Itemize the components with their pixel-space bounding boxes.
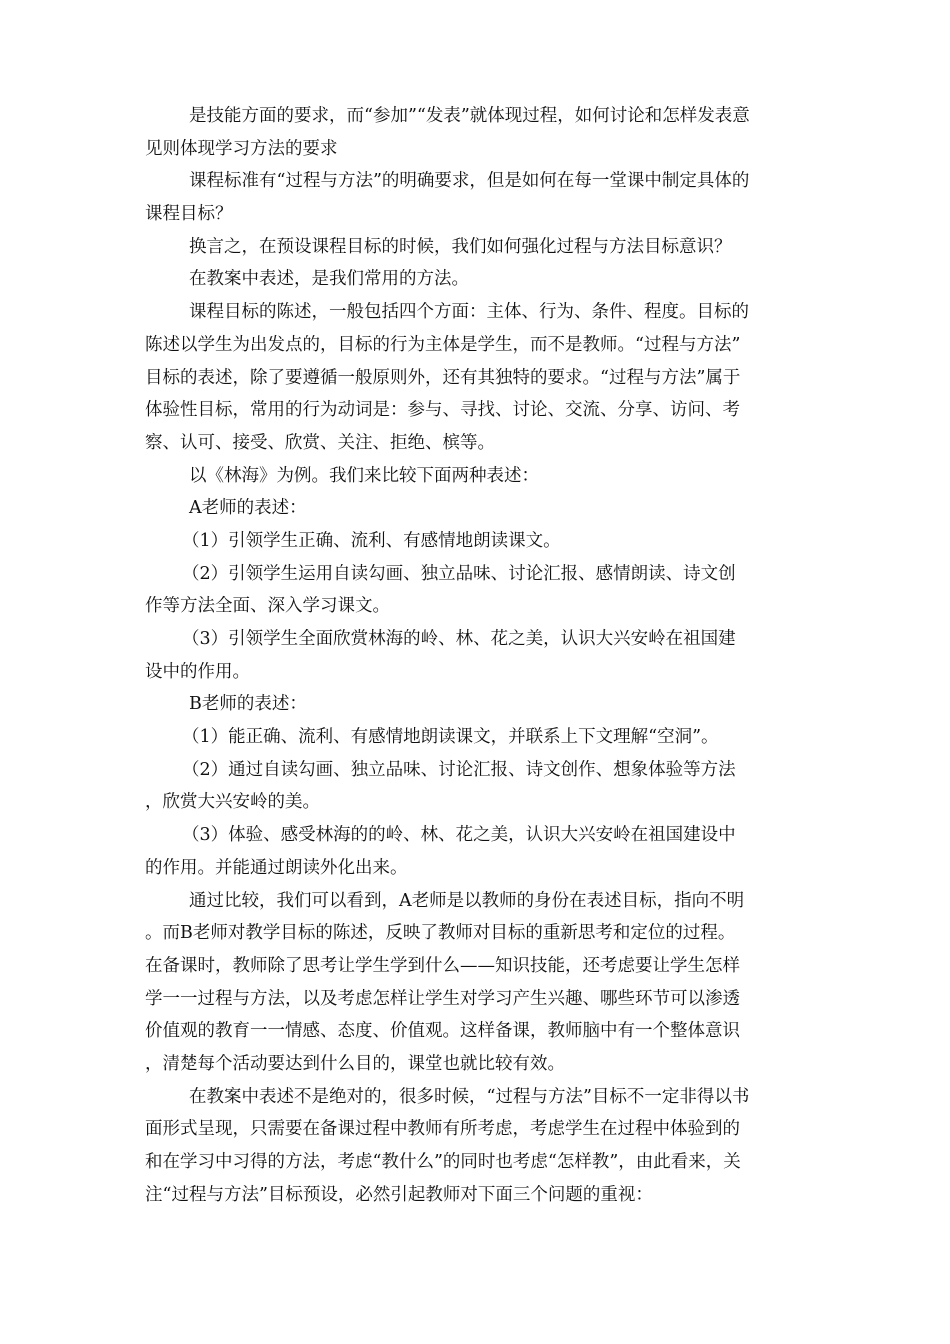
text-line: 课程目标？ [145,204,233,225]
text-line: 和在学习中习得的方法，考虑“教什么”的同时也考虑“怎样教”，由此看来，关 [145,1152,741,1172]
text-line: 学一一过程与方法，以及考虑怎样让学生对学习产生兴趣、哪些环节可以渗透 [145,988,740,1009]
text-line: （1）引领学生正确、流利、有感情地朗读课文。 [182,530,561,551]
text-line: A老师的表述： [189,498,307,519]
text-line: ，欣赏大兴安岭的美。 [145,792,320,813]
text-line: ，清楚每个活动要达到什么目的，课堂也就比较有效。 [145,1053,565,1074]
text-line: 换言之，在预设课程目标的时候，我们如何强化过程与方法目标意识？ [189,236,732,257]
text-line: 在备课时，教师除了思考让学生学到什么——知识技能，还考虑要让学生怎样 [145,955,740,976]
text-line: （2）通过自读勾画、独立品味、讨论汇报、诗文创作、想象体验等方法 [182,759,736,780]
text-line: 设中的作用。 [145,661,250,682]
text-line: （3）体验、感受林海的的岭、林、花之美，认识大兴安岭在祖国建设中 [182,825,736,846]
text-line: 作等方法全面、深入学习课文。 [145,596,390,617]
text-line: 体验性目标，常用的行为动词是：参与、寻找、讨论、交流、分享、访问、考 [145,400,740,421]
text-line: （1）能正确、流利、有感情地朗读课文，并联系上下文理解“空洞”。 [182,727,719,748]
text-line: 的作用。并能通过朗读外化出来。 [145,857,408,878]
text-line: 以《林海》为例。我们来比较下面两种表述： [189,465,539,486]
text-line: 面形式呈现，只需要在备课过程中教师有所考虑，考虑学生在过程中体验到的 [145,1119,740,1140]
text-line: 课程标准有“过程与方法”的明确要求，但是如何在每一堂课中制定具体的 [189,171,750,192]
text-line: 注“过程与方法”目标预设，必然引起教师对下面三个问题的重视： [145,1184,653,1205]
text-line: 是技能方面的要求，而“参加”“发表”就体现过程，如何讨论和怎样发表意 [189,106,750,126]
text-line: 陈述以学生为出发点的，目标的行为主体是学生，而不是教师。“过程与方法” [145,334,741,355]
text-line: 。而B老师对教学目标的陈述，反映了教师对目标的重新思考和定位的过程。 [145,923,736,944]
text-line: 通过比较，我们可以看到，A老师是以教师的身份在表述目标，指向不明 [189,890,745,911]
text-line: B老师的表述： [189,694,307,715]
text-line: （3）引领学生全面欣赏林海的岭、林、花之美，认识大兴安岭在祖国建 [182,629,736,649]
document-body [145,100,805,1211]
text-line: 见则体现学习方法的要求 [145,138,338,159]
text-line: （2）引领学生运用自读勾画、独立品味、讨论汇报、感情朗读、诗文创 [182,563,736,584]
text-line: 课程目标的陈述，一般包括四个方面：主体、行为、条件、程度。目标的 [189,302,749,323]
text-line: 察、认可、接受、欣赏、关注、拒绝、槟等。 [145,432,495,453]
text-line: 价值观的教育一一情感、态度、价值观。这样备课，教师脑中有一个整体意识 [145,1021,740,1042]
text-line: 在教案中表述，是我们常用的方法。 [189,269,469,290]
text-line: 目标的表述，除了要遵循一般原则外，还有其独特的要求。“过程与方法”属于 [145,367,741,388]
text-line: 在教案中表述不是绝对的，很多时候，“过程与方法”目标不一定非得以书 [189,1086,750,1107]
